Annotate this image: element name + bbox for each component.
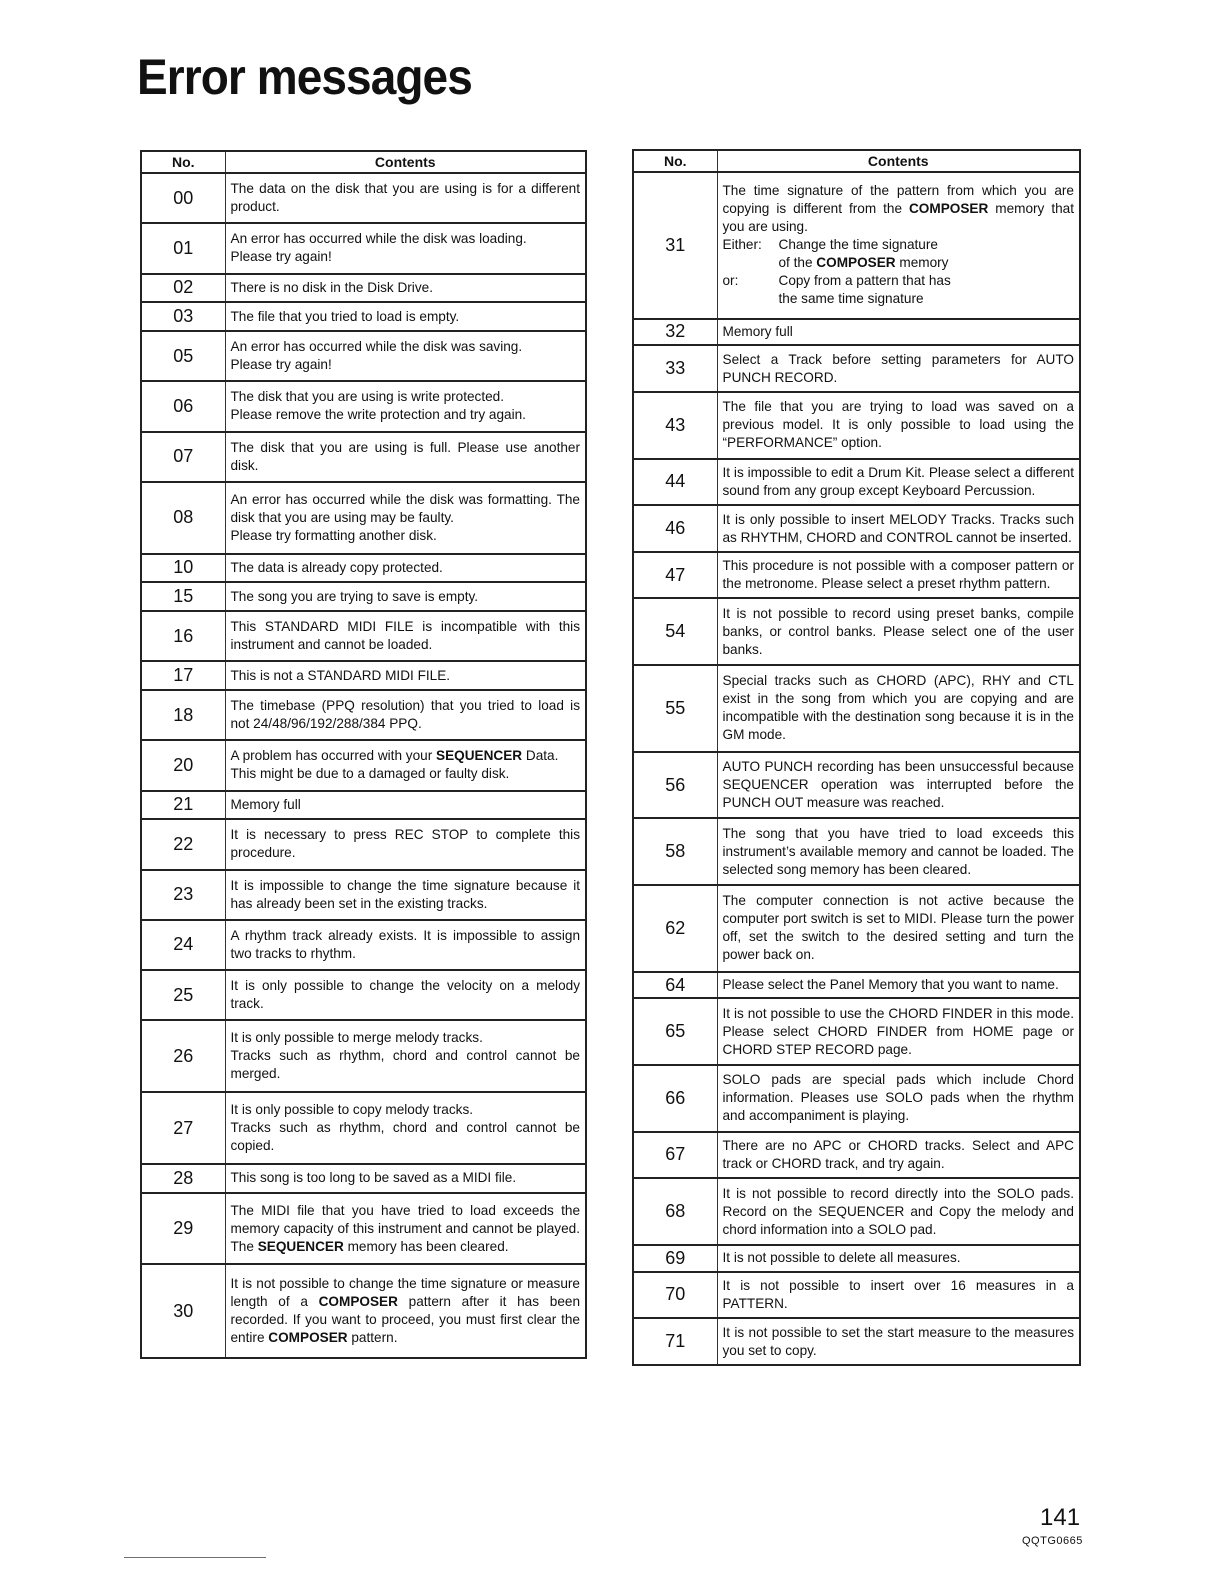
description-line: The disk that you are using is full. Please use another disk. <box>230 439 580 473</box>
error-description <box>717 172 1080 319</box>
page-title: Error messages <box>137 49 472 105</box>
error-description <box>717 459 1080 506</box>
error-number: 25 <box>141 970 225 1020</box>
table-row <box>141 819 586 869</box>
error-number: 66 <box>633 1065 717 1132</box>
error-description <box>225 1164 586 1193</box>
error-table-right <box>632 149 1081 1366</box>
error-number: 30 <box>141 1264 225 1358</box>
table-row <box>141 690 586 740</box>
error-number: 02 <box>141 274 225 303</box>
option-line <box>723 236 1075 254</box>
error-number: 07 <box>141 432 225 482</box>
error-number: 06 <box>141 381 225 431</box>
description-line: This song is too long to be saved as a MIDI file. <box>230 1170 517 1186</box>
description-line: It is not possible to delete all measures. <box>722 1250 961 1266</box>
table-header-row <box>141 151 586 173</box>
error-description <box>225 819 586 869</box>
error-number: 56 <box>633 752 717 819</box>
option-text: of the COMPOSER memory <box>778 255 949 271</box>
description-line: Memory full <box>230 796 301 812</box>
error-description <box>717 1272 1080 1319</box>
error-number: 01 <box>141 223 225 273</box>
table-row <box>633 459 1080 506</box>
table-row <box>141 1193 586 1265</box>
table-row <box>141 274 586 303</box>
error-number: 70 <box>633 1272 717 1319</box>
error-number: 17 <box>141 661 225 690</box>
document-code: QQTG0665 <box>1022 1535 1083 1547</box>
table-row <box>633 552 1080 599</box>
description-line: The song you are trying to save is empty. <box>230 588 479 604</box>
table-row <box>141 1164 586 1193</box>
error-description <box>225 791 586 820</box>
description-line: An error has occurred while the disk was formatting. The disk that you are using may be faulty. <box>230 491 580 525</box>
description-line: Please try again! <box>230 249 332 265</box>
error-description <box>717 998 1080 1065</box>
table-row <box>141 223 586 273</box>
table-row <box>141 1264 586 1358</box>
error-number: 33 <box>633 345 717 392</box>
error-number: 44 <box>633 459 717 506</box>
description-line: It is only possible to copy melody tracks. <box>230 1102 474 1118</box>
description-line: Please remove the write protection and try again. <box>230 407 526 423</box>
error-description <box>717 665 1080 752</box>
table-row <box>633 392 1080 459</box>
error-description <box>717 319 1080 346</box>
error-description <box>717 392 1080 459</box>
description-line: An error has occurred while the disk was saving. <box>230 339 523 355</box>
error-description <box>225 173 586 223</box>
description-line: AUTO PUNCH recording has been unsuccessful because SEQUENCER operation was interrupted before the PUNCH OUT measure was reached. <box>722 759 1074 811</box>
error-description <box>717 505 1080 552</box>
table-row <box>141 970 586 1020</box>
table-row <box>633 1318 1080 1365</box>
table-row <box>141 432 586 482</box>
error-number: 22 <box>141 819 225 869</box>
description-line: This is not a STANDARD MIDI FILE. <box>230 667 451 683</box>
table-row <box>633 972 1080 999</box>
error-number: 32 <box>633 319 717 346</box>
table-row <box>633 1245 1080 1272</box>
error-number: 58 <box>633 818 717 885</box>
error-number: 21 <box>141 791 225 820</box>
description-line: It is only possible to merge melody tracks. <box>230 1030 483 1046</box>
table-row <box>141 1020 586 1092</box>
description-line: It is impossible to edit a Drum Kit. Please select a different sound from any group except Keyboard Percussion. <box>722 464 1074 498</box>
table-row <box>633 998 1080 1065</box>
description-line: It is not possible to insert over 16 measures in a PATTERN. <box>722 1277 1074 1311</box>
description-line: It is not possible to change the time signature or measure length of a COMPOSER pattern after it has been recorded. If you want to proceed, you must first clear the entire COMPOSER pattern. <box>230 1276 580 1346</box>
error-number: 67 <box>633 1132 717 1179</box>
error-number: 43 <box>633 392 717 459</box>
description-line: Please select the Panel Memory that you want to name. <box>722 977 1059 993</box>
table-row <box>141 302 586 331</box>
error-number: 71 <box>633 1318 717 1365</box>
error-description <box>225 554 586 583</box>
option-line <box>723 272 1075 290</box>
description-line: Memory full <box>722 323 793 339</box>
error-description <box>225 1092 586 1164</box>
error-description <box>225 1020 586 1092</box>
header-no: No. <box>141 151 225 173</box>
error-number: 69 <box>633 1245 717 1272</box>
error-number: 24 <box>141 920 225 970</box>
error-number: 00 <box>141 173 225 223</box>
header-contents: Contents <box>225 151 586 173</box>
error-number: 68 <box>633 1178 717 1245</box>
description-line: The MIDI file that you have tried to load exceeds the memory capacity of this instrument and cannot be played. The SEQUENCER memory has been cleared. <box>230 1202 580 1254</box>
error-description <box>225 870 586 920</box>
error-description <box>225 661 586 690</box>
error-number: 28 <box>141 1164 225 1193</box>
table-header-row <box>633 150 1080 172</box>
description-line: It is only possible to change the velocity on a melody track. <box>230 978 580 1012</box>
error-description <box>225 1264 586 1358</box>
error-number: 15 <box>141 582 225 611</box>
option-text: the same time signature <box>778 291 924 307</box>
table-row <box>141 482 586 554</box>
table-row <box>633 665 1080 752</box>
description-line: A problem has occurred with your SEQUENCER Data. <box>230 748 559 764</box>
table-row <box>141 611 586 661</box>
table-row <box>633 885 1080 972</box>
description-line: There is no disk in the Disk Drive. <box>230 279 433 295</box>
table-row <box>141 173 586 223</box>
error-number: 46 <box>633 505 717 552</box>
description-line: The computer connection is not active because the computer port switch is set to MIDI. Please turn the power off, set the switch to the desired setting and turn the power back on. <box>722 893 1074 963</box>
table-row <box>141 1092 586 1164</box>
table-row <box>141 661 586 690</box>
table-row <box>141 870 586 920</box>
table-row <box>633 345 1080 392</box>
error-description <box>717 1318 1080 1365</box>
table-row <box>633 598 1080 665</box>
error-description <box>717 598 1080 665</box>
option-label: or: <box>722 273 739 289</box>
error-description <box>225 740 586 790</box>
description-line: A rhythm track already exists. It is impossible to assign two tracks to rhythm. <box>230 927 580 961</box>
description-line: This procedure is not possible with a composer pattern or the metronome. Please select a preset rhythm pattern. <box>722 558 1074 592</box>
table-row <box>633 319 1080 346</box>
description-line: SOLO pads are special pads which include Chord information. Pleases use SOLO pads when the rhythm and accompaniment is playing. <box>722 1072 1074 1124</box>
description-line: Tracks such as rhythm, chord and control cannot be merged. <box>230 1048 580 1082</box>
description-line: Please try again! <box>230 357 332 373</box>
table-row <box>633 1065 1080 1132</box>
table-row <box>141 381 586 431</box>
error-number: 20 <box>141 740 225 790</box>
error-number: 08 <box>141 482 225 554</box>
error-description <box>717 885 1080 972</box>
table-row <box>633 1272 1080 1319</box>
description-line: This STANDARD MIDI FILE is incompatible with this instrument and cannot be loaded. <box>230 619 580 653</box>
description-line: It is necessary to press REC STOP to complete this procedure. <box>230 827 580 861</box>
description-line: An error has occurred while the disk was loading. <box>230 231 527 247</box>
error-number: 23 <box>141 870 225 920</box>
description-line: The data is already copy protected. <box>230 559 443 575</box>
error-number: 47 <box>633 552 717 599</box>
description-line: The data on the disk that you are using is for a different product. <box>230 181 580 215</box>
table-row <box>633 818 1080 885</box>
error-description <box>225 432 586 482</box>
description-line: Special tracks such as CHORD (APC), RHY and CTL exist in the song from which you are copying and are incompatible with the destination song because it is in the GM mode. <box>722 673 1074 743</box>
description-line: The disk that you are using is write protected. <box>230 389 505 405</box>
option-line <box>723 254 1075 272</box>
description-line: The song that you have tried to load exceeds this instrument’s available memory and cannot be loaded. The selected song memory has been cleared. <box>722 825 1074 877</box>
option-text: Change the time signature <box>778 237 938 253</box>
error-number: 03 <box>141 302 225 331</box>
table-row <box>633 505 1080 552</box>
error-description <box>717 345 1080 392</box>
error-description <box>717 1178 1080 1245</box>
error-description <box>225 690 586 740</box>
table-row <box>141 740 586 790</box>
error-table-left <box>140 150 587 1359</box>
description-line: It is not possible to record using preset banks, compile banks, or control banks. Please select one of the user banks. <box>722 605 1074 657</box>
header-contents: Contents <box>717 150 1080 172</box>
table-row <box>141 582 586 611</box>
page-number: 141 <box>1040 1504 1081 1531</box>
header-no: No. <box>633 150 717 172</box>
error-number: 29 <box>141 1193 225 1265</box>
table-row <box>141 920 586 970</box>
error-description <box>717 818 1080 885</box>
error-description <box>225 274 586 303</box>
table-row <box>633 752 1080 819</box>
error-description <box>225 302 586 331</box>
table-row <box>633 1132 1080 1179</box>
table-row <box>141 554 586 583</box>
error-number: 55 <box>633 665 717 752</box>
description-line: Tracks such as rhythm, chord and control cannot be copied. <box>230 1120 580 1154</box>
description-line: The file that you are trying to load was saved on a previous model. It is only possible to load using the “PERFORMANCE” option. <box>722 399 1074 451</box>
error-description <box>717 752 1080 819</box>
description-line: It is not possible to record directly into the SOLO pads. Record on the SEQUENCER and Copy the melody and chord information into a SOLO pad. <box>722 1185 1074 1237</box>
error-number: 18 <box>141 690 225 740</box>
error-description <box>225 482 586 554</box>
table-row <box>141 791 586 820</box>
description-line: Please try formatting another disk. <box>230 527 437 543</box>
description-line: The time signature of the pattern from which you are copying is different from the COMPOSER memory that you are using. <box>722 183 1074 235</box>
error-number: 62 <box>633 885 717 972</box>
error-description <box>225 331 586 381</box>
error-description <box>225 381 586 431</box>
error-description <box>717 1245 1080 1272</box>
description-line: It is not possible to set the start measure to the measures you set to copy. <box>722 1324 1074 1358</box>
description-line: This might be due to a damaged or faulty disk. <box>230 766 510 782</box>
error-description <box>717 972 1080 999</box>
description-line: It is impossible to change the time signature because it has already been set in the existing tracks. <box>230 877 580 911</box>
description-line: The file that you tried to load is empty. <box>230 308 460 324</box>
table-row <box>141 331 586 381</box>
error-description <box>225 611 586 661</box>
description-line: It is only possible to insert MELODY Tracks. Tracks such as RHYTHM, CHORD and CONTROL cannot be inserted. <box>722 511 1074 545</box>
error-number: 64 <box>633 972 717 999</box>
description-line: The timebase (PPQ resolution) that you tried to load is not 24/48/96/192/288/384 PPQ. <box>230 698 580 732</box>
table-row <box>633 1178 1080 1245</box>
error-number: 10 <box>141 554 225 583</box>
error-number: 16 <box>141 611 225 661</box>
error-description <box>225 1193 586 1265</box>
error-number: 26 <box>141 1020 225 1092</box>
error-description <box>225 223 586 273</box>
error-number: 05 <box>141 331 225 381</box>
footer-rule <box>124 1557 266 1558</box>
error-description <box>225 582 586 611</box>
table-row <box>633 172 1080 319</box>
error-number: 54 <box>633 598 717 665</box>
option-label: Either: <box>722 237 762 253</box>
error-description <box>225 970 586 1020</box>
description-line: There are no APC or CHORD tracks. Select and APC track or CHORD track, and try again. <box>722 1137 1074 1171</box>
error-description <box>717 552 1080 599</box>
error-description <box>717 1132 1080 1179</box>
description-line: Select a Track before setting parameters for AUTO PUNCH RECORD. <box>722 351 1074 385</box>
error-number: 27 <box>141 1092 225 1164</box>
description-line: It is not possible to use the CHORD FINDER in this mode. Please select CHORD FINDER from HOME page or CHORD STEP RECORD page. <box>722 1005 1074 1057</box>
error-number: 65 <box>633 998 717 1065</box>
option-text: Copy from a pattern that has <box>778 273 951 289</box>
option-line <box>723 290 1075 308</box>
error-description <box>225 920 586 970</box>
error-number: 31 <box>633 172 717 319</box>
error-description <box>717 1065 1080 1132</box>
